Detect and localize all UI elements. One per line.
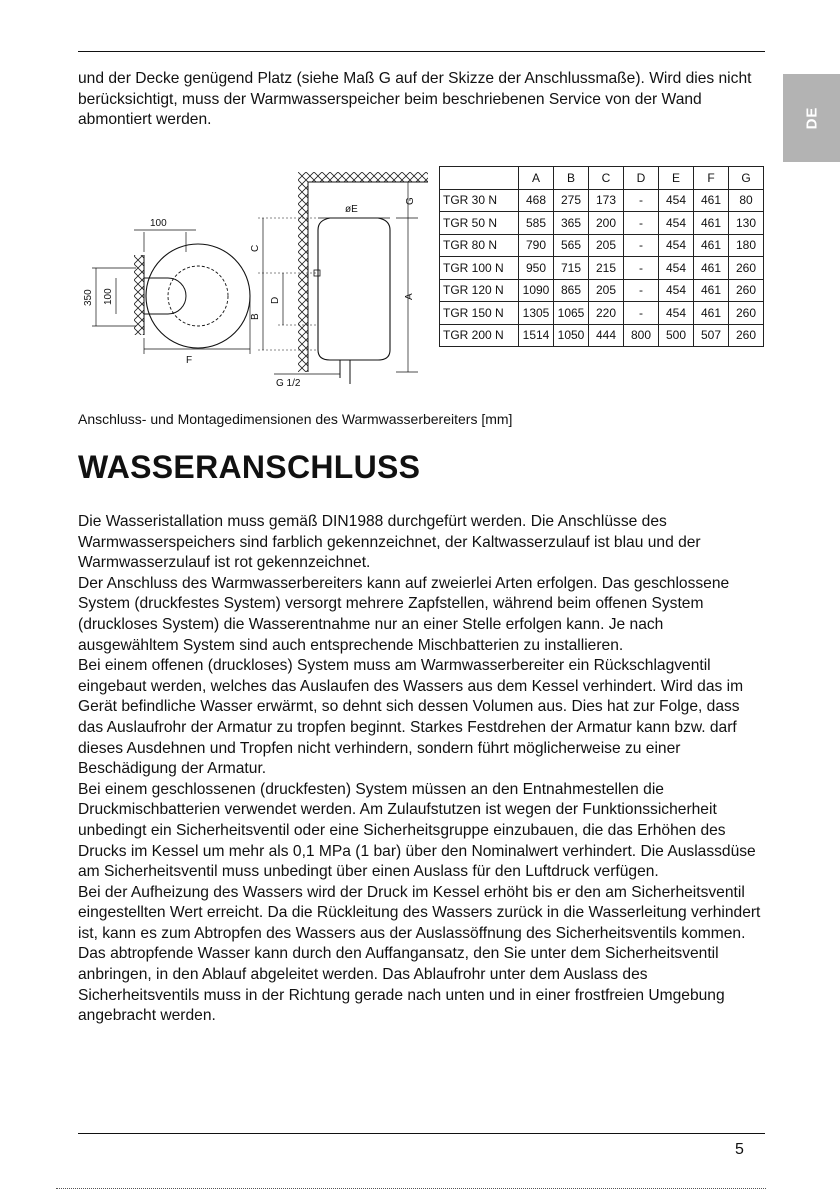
table-row (440, 234, 764, 257)
dim-100-top: 100 (150, 218, 167, 229)
table-header-cell: E (659, 167, 694, 190)
table-cell: 715 (554, 257, 589, 280)
table-header-cell (440, 167, 519, 190)
dim-350: 350 (83, 289, 94, 306)
table-cell: 454 (659, 279, 694, 302)
dim-oe: øE (345, 204, 358, 215)
dim-g12: G 1/2 (276, 378, 301, 389)
table-cell: TGR 50 N (440, 212, 519, 235)
table-row (440, 212, 764, 235)
table-cell: - (624, 257, 659, 280)
language-tab (783, 74, 840, 162)
table-cell: 461 (694, 302, 729, 325)
table-cell: 461 (694, 279, 729, 302)
footer-rule (78, 1133, 765, 1134)
table-cell: 565 (554, 234, 589, 257)
table-cell: 865 (554, 279, 589, 302)
table-cell: 454 (659, 302, 694, 325)
table-cell: 461 (694, 212, 729, 235)
table-header-cell: B (554, 167, 589, 190)
header-rule (78, 51, 765, 52)
table-cell: 585 (519, 212, 554, 235)
table-cell: TGR 150 N (440, 302, 519, 325)
page-number: 5 (735, 1141, 744, 1158)
table-header-row (440, 167, 764, 190)
table-cell: 173 (589, 189, 624, 212)
table-cell: 260 (729, 302, 764, 325)
table-cell: 260 (729, 279, 764, 302)
table-cell: 461 (694, 257, 729, 280)
table-cell: 444 (589, 324, 624, 347)
side-view (250, 172, 428, 389)
table-cell: - (624, 234, 659, 257)
table-cell: 1305 (519, 302, 554, 325)
dimensions-table (439, 166, 764, 347)
dim-100-side: 100 (103, 288, 114, 305)
dim-f: F (186, 355, 193, 366)
table-header-cell: A (519, 167, 554, 190)
table-cell: 200 (589, 212, 624, 235)
page-edge-line (56, 1188, 766, 1189)
table-cell: 950 (519, 257, 554, 280)
table-cell: TGR 100 N (440, 257, 519, 280)
dim-g: G (405, 197, 416, 205)
table-cell: 80 (729, 189, 764, 212)
table-cell: TGR 200 N (440, 324, 519, 347)
dim-c: C (250, 244, 261, 252)
table-header-cell: D (624, 167, 659, 190)
table-cell: TGR 120 N (440, 279, 519, 302)
table-cell: 220 (589, 302, 624, 325)
intro-paragraph: und der Decke genügend Platz (siehe Maß G auf der Skizze der Anschlussmaße). Wird dies nicht berücksichtigt, muss der Warmwasserspeicher beim beschriebenen Service von der Wand abmontiert werden. (78, 70, 752, 129)
table-cell: 205 (589, 234, 624, 257)
dim-b: B (250, 313, 261, 320)
table-cell: 180 (729, 234, 764, 257)
table-cell: - (624, 279, 659, 302)
table-cell: 507 (694, 324, 729, 347)
table-cell: TGR 80 N (440, 234, 519, 257)
section-body: Die Wasseristallation muss gemäß DIN1988 durchgefürt werden. Die Anschlüsse des Warmwasserspeichers sind farblich gekennzeichnet, der Kaltwasserzulauf ist blau und der Warmwasserzulauf ist rot gekennzeichnet. Der Anschluss des Warmwasserbereiters kann auf zweierlei Arten erfolgen. Das geschlossene System (druckfestes System) versorgt mehrere Zapfstellen, während beim offenen System (druckloses System) die Wasserentnahme nur an einer Stelle erfolgen kann. Je nach ausgewähltem System sind auch entsprechende Mischbatterien zu installieren. Bei einem offenen (druckloses) System muss am Warmwasserbereiter ein Rückschlagventil eingebaut werden, welches das Auslaufen des Wassers aus dem Kessel verhindert. Wird das im Gerät befindliche Wasser erwärmt, so dehnt sich dessen Volumen aus. Dies hat zur Folge, dass das Auslaufrohr der Armatur zu tropfen beginnt. Starkes Festdrehen der Armatur kann bzw. darf dieses Ausdehnen und Tropfen nicht verhindern, sondern führt möglicherweise zu einer Beschädigung der Armatur. Bei einem geschlossenen (druckfesten) System müssen an den Entnahmestellen die Druckmischbatterien verwendet werden. Am Zulaufstutzen ist wegen der Funktionssicherheit unbedingt ein Sicherheitsventil oder eine Sicherheitsgruppe einzubauen, die das Erhöhen des Drucks im Kessel um mehr als 0,1 MPa (1 bar) über den Nominalwert verhindert. Die Auslassdüse am Sicherheitsventil muss unbedingt über einen Auslass für den Luftdruck verfügen. Bei der Aufheizung des Wassers wird der Druck im Kessel erhöht bis er den am Sicherheitsventil eingestellten Wert erreicht. Da die Rückleitung des Wassers zurück in die Wasserleitung verhindert ist, kann es zum Abtropfen des Wassers aus der Auslassöffnung des Sicherheitsventils kommen. Das abtropfende Wasser kann durch den Auffangansatz, den Sie unter dem Sicherheitsventil anbringen, in den Ablauf abgeleitet werden. Das Ablaufrohr unter dem Auslass des Sicherheitsventils muss in der Richtung gerade nach unten und in einer frostfreien Umgebung angebracht werden. (78, 513, 761, 1025)
table-cell: 454 (659, 212, 694, 235)
table-row (440, 279, 764, 302)
dim-a: A (404, 293, 415, 300)
table-row (440, 189, 764, 212)
table-cell: 461 (694, 189, 729, 212)
table-cell: 800 (624, 324, 659, 347)
table-cell: 215 (589, 257, 624, 280)
table-cell: 1514 (519, 324, 554, 347)
table-cell: 468 (519, 189, 554, 212)
table-cell: 365 (554, 212, 589, 235)
table-cell: 454 (659, 257, 694, 280)
table-cell: 130 (729, 212, 764, 235)
top-view (83, 218, 250, 366)
table-cell: 461 (694, 234, 729, 257)
mounting-drawing (78, 160, 438, 396)
table-cell: 790 (519, 234, 554, 257)
table-cell: TGR 30 N (440, 189, 519, 212)
language-tab-label: DE (803, 106, 820, 130)
table-row (440, 302, 764, 325)
table-cell: 454 (659, 189, 694, 212)
table-cell: 1090 (519, 279, 554, 302)
table-cell: 275 (554, 189, 589, 212)
table-cell: 1050 (554, 324, 589, 347)
table-header-cell: C (589, 167, 624, 190)
table-cell: 260 (729, 324, 764, 347)
mounting-drawing-svg (78, 160, 438, 396)
table-cell: 454 (659, 234, 694, 257)
table-header-cell: F (694, 167, 729, 190)
table-cell: 205 (589, 279, 624, 302)
table-header-cell: G (729, 167, 764, 190)
table-cell: - (624, 212, 659, 235)
table-cell: 1065 (554, 302, 589, 325)
figure-caption: Anschluss- und Montagedimensionen des Warmwasserbereiters [mm] (78, 411, 513, 427)
table-cell: 260 (729, 257, 764, 280)
table-row (440, 257, 764, 280)
dim-d: D (270, 296, 281, 304)
table-cell: - (624, 302, 659, 325)
table-row (440, 324, 764, 347)
table-cell: 500 (659, 324, 694, 347)
section-heading: WASSERANSCHLUSS (78, 449, 421, 485)
table-cell: - (624, 189, 659, 212)
